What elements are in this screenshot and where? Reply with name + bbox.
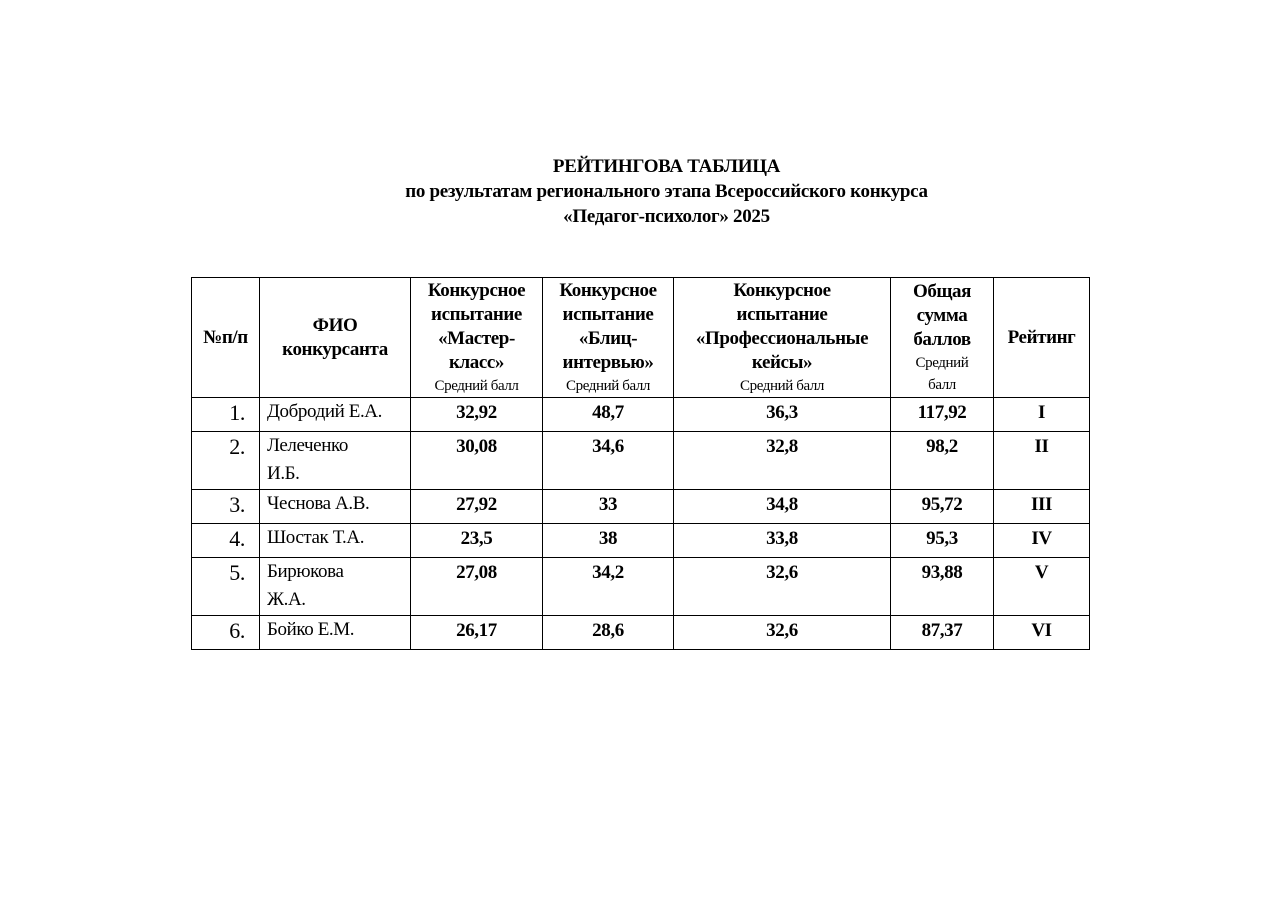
header-label: Общая сумма баллов [912, 280, 972, 350]
header-label: Конкурсное испытание «Мастер-класс» [427, 279, 526, 373]
row-number: 2. [192, 432, 260, 490]
document-title [0, 154, 1280, 229]
contestant-name: Бирюкова Ж.А. [260, 558, 411, 616]
master-class-score: 27,92 [411, 490, 543, 524]
contestant-name: Шостак Т.А. [260, 524, 411, 558]
table-row [192, 616, 1090, 650]
total-score: 93,88 [891, 558, 994, 616]
master-class-score: 30,08 [411, 432, 543, 490]
header-rank [994, 278, 1090, 398]
table-row [192, 490, 1090, 524]
rank: II [994, 432, 1090, 490]
header-label: ФИО конкурсанта [282, 314, 388, 360]
table-row [192, 398, 1090, 432]
title-line-1: РЕЙТИНГОВА ТАБЛИЦА [552, 156, 781, 177]
header-total [891, 278, 994, 398]
header-number [192, 278, 260, 398]
header-label: №п/п [203, 326, 248, 348]
table-row [192, 558, 1090, 616]
header-label: Конкурсное испытание «Профессиональные кейсы» [695, 279, 869, 373]
header-sub: Средний балл [565, 377, 651, 394]
total-score: 95,72 [891, 490, 994, 524]
cases-score: 33,8 [674, 524, 891, 558]
header-cases [674, 278, 891, 398]
row-number: 3. [192, 490, 260, 524]
cases-score: 34,8 [674, 490, 891, 524]
row-number: 4. [192, 524, 260, 558]
contestant-name: Добродий Е.А. [260, 398, 411, 432]
row-number: 1. [192, 398, 260, 432]
title-line-2: по результатам регионального этапа Всероссийского конкурса [405, 181, 928, 202]
master-class-score: 27,08 [411, 558, 543, 616]
total-score: 95,3 [891, 524, 994, 558]
table-row [192, 524, 1090, 558]
contestant-name: Лелеченко И.Б. [260, 432, 411, 490]
header-label: Конкурсное испытание «Блиц-интервью» [559, 279, 657, 373]
header-label: Рейтинг [1007, 326, 1076, 348]
table-row [192, 432, 1090, 490]
cases-score: 36,3 [674, 398, 891, 432]
total-score: 98,2 [891, 432, 994, 490]
blitz-score: 33 [543, 490, 674, 524]
contestant-name: Чеснова А.В. [260, 490, 411, 524]
header-blitz [543, 278, 674, 398]
row-number: 6. [192, 616, 260, 650]
master-class-score: 26,17 [411, 616, 543, 650]
blitz-score: 34,6 [543, 432, 674, 490]
header-master-class [411, 278, 543, 398]
rating-table [191, 277, 1090, 650]
blitz-score: 34,2 [543, 558, 674, 616]
cases-score: 32,6 [674, 616, 891, 650]
master-class-score: 23,5 [411, 524, 543, 558]
contestant-name: Бойко Е.М. [260, 616, 411, 650]
title-line-3: «Педагог-психолог» 2025 [563, 206, 770, 227]
rank: VI [994, 616, 1090, 650]
rank: V [994, 558, 1090, 616]
rank: IV [994, 524, 1090, 558]
cases-score: 32,8 [674, 432, 891, 490]
blitz-score: 28,6 [543, 616, 674, 650]
rank: III [994, 490, 1090, 524]
blitz-score: 48,7 [543, 398, 674, 432]
rank: I [994, 398, 1090, 432]
blitz-score: 38 [543, 524, 674, 558]
total-score: 87,37 [891, 616, 994, 650]
header-name [260, 278, 411, 398]
header-row [192, 278, 1090, 398]
row-number: 5. [192, 558, 260, 616]
total-score: 117,92 [891, 398, 994, 432]
master-class-score: 32,92 [411, 398, 543, 432]
cases-score: 32,6 [674, 558, 891, 616]
header-sub: Средний балл [739, 377, 825, 394]
header-sub: Средний балл [915, 354, 969, 393]
header-sub: Средний балл [434, 377, 519, 394]
